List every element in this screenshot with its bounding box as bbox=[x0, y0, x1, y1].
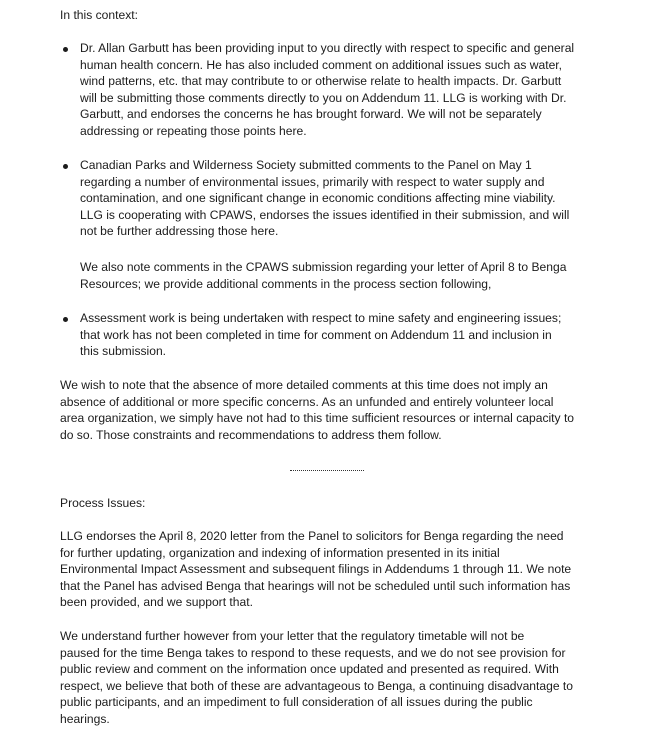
process-paragraph-1: LLG endorses the April 8, 2020 letter from the Panel to solicitors for Benga regarding the need for further updating, organization and indexing of information presented in its initial Environmental Impact Assessment and subsequent filings in Addendums 1 through 11. We note that the Panel has advised Benga that hearings will not be scheduled until such information has been provided, and we support that. bbox=[60, 529, 572, 610]
bullet-marker bbox=[63, 47, 68, 52]
bullet-item-garbutt: Dr. Allan Garbutt has been providing input to you directly with respect to specific and general human health concern. He has also included comment on additional issues such as water, wind patterns, etc. that may contribute to or otherwise relate to health impacts. Dr. Garbutt will be submitting those comments directly to you on Addendum 11. LLG is working with Dr. Garbutt, and endorses the concerns he has brought forward. We will not be separately addressing or repeating those points here. bbox=[80, 41, 575, 138]
closing-paragraph: We wish to note that the absence of more detailed comments at this time does not imply an absence of additional or more specific concerns. As an unfunded and entirely volunteer local area organization, we simply have not had to this time sufficient resources or internal capacity to do so. Those constraints and recommendations to address them follow. bbox=[60, 378, 575, 442]
bullet-item-assessment: Assessment work is being undertaken with respect to mine safety and engineering issues; that work has not been completed in time for comment on Addendum 11 and inclusion in this submission. bbox=[80, 311, 562, 359]
process-issues-heading: Process Issues: bbox=[60, 496, 146, 510]
intro-text: In this context: bbox=[60, 8, 138, 22]
bullet-item-cpaws: Canadian Parks and Wilderness Society submitted comments to the Panel on May 1 regarding a number of environmental issues, primarily with respect to water supply and contamination, and one significant change in economic conditions affecting mine viability. LLG is cooperating with CPAWS, endorses the issues identified in their submission, and will not be further addressing those here. bbox=[80, 158, 570, 239]
bullet-marker bbox=[63, 164, 68, 169]
bullet-item-cpaws-followup: We also note comments in the CPAWS submission regarding your letter of April 8 to Benga Resources; we provide additional comments in the process section following, bbox=[80, 260, 567, 291]
bullet-marker bbox=[63, 317, 68, 322]
section-separator bbox=[290, 470, 364, 471]
process-paragraph-2: We understand further however from your letter that the regulatory timetable will not be paused for the time Benga takes to respond to these requests, and we do not see provision for public review and comment on the information once updated and presented as required. With respect, we believe that both of these are advantageous to Benga, a continuing disadvantage to public participants, and an impediment to full consideration of all issues during the public hearings. bbox=[60, 629, 574, 726]
